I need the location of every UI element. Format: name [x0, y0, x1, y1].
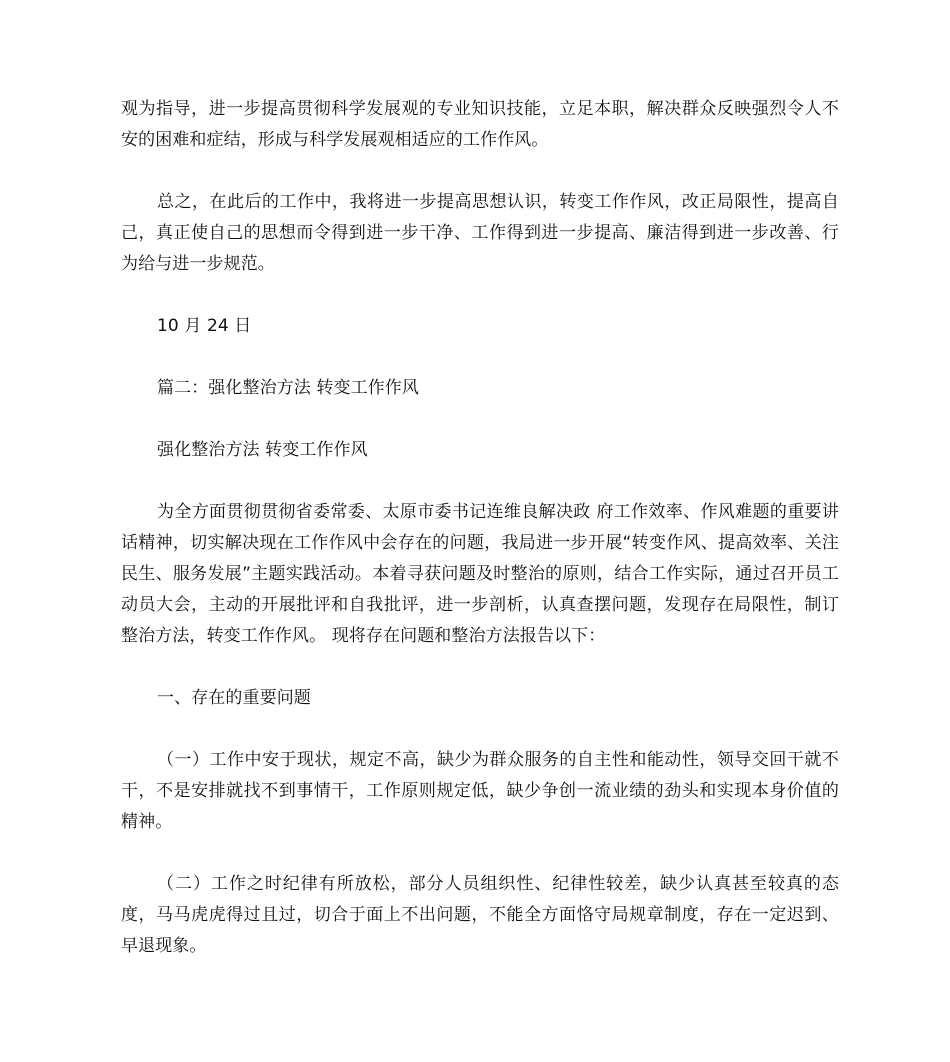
section-heading: 篇二：强化整治方法 转变工作作风 — [157, 378, 420, 398]
section-title: 强化整治方法 转变工作作风 — [157, 440, 368, 460]
subheading-problems: 一、存在的重要问题 — [157, 688, 311, 708]
date-line: 10 月 24 日 — [157, 316, 252, 336]
paragraph-intro: 为全方面贯彻贯彻省委常委、太原市委书记连维良解决政 府工作效率、作风难题的重要讲话精神，切实解决现在工作作风中会存在的问题，我局进一步开展“转变作风、提高效率、关注民生、服务发展”主题实践活动。本着寻获问题及时整治的原则，结合工作实际，通过召开员工动员大会，主动的开展批评和自我批评，进一步剖析，认真查摆问题，发现存在局限性，制订整治方法，转变工作作风。 现将存在问题和整治方法报告以下： — [121, 502, 839, 646]
paragraph-problem-1: （一）工作中安于现状，规定不高，缺少为群众服务的自主性和能动性，领导交回干就不干，不是安排就找不到事情干，工作原则规定低，缺少争创一流业绩的劲头和实现本身价值的精神。 — [121, 750, 839, 832]
paragraph-continuation: 观为指导，进一步提高贯彻科学发展观的专业知识技能，立足本职，解决群众反映强烈令人不安的困难和症结，形成与科学发展观相适应的工作作风。 — [121, 99, 839, 150]
paragraph-problem-2: （二）工作之时纪律有所放松，部分人员组织性、纪律性较差，缺少认真甚至较真的态度，马马虎虎得过且过，切合于面上不出问题，不能全方面恪守局规章制度，存在一定迟到、早退现象。 — [121, 874, 839, 956]
paragraph-conclusion: 总之，在此后的工作中，我将进一步提高思想认识，转变工作作风，改正局限性，提高自己，真正使自己的思想而令得到进一步干净、工作得到进一步提高、廉洁得到进一步改善、行为给与进一步规范。 — [121, 192, 839, 274]
document-body — [121, 94, 839, 962]
